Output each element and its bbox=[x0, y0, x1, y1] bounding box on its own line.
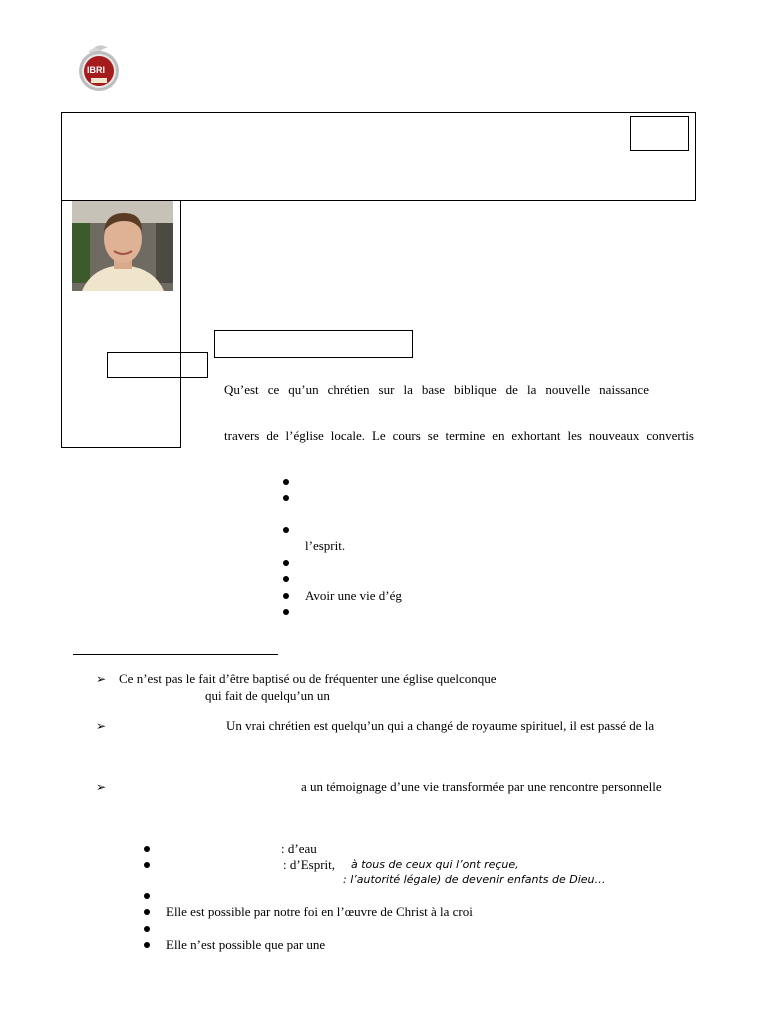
intro-line-1: Qu’est ce qu’un chrétien sur la base biblique de la nouvelle naissance bbox=[224, 382, 649, 397]
author-name-box bbox=[107, 352, 208, 378]
header-small-box bbox=[630, 116, 689, 151]
arrow-text-3: a un témoignage d’une vie transformée par une rencontre personnelle bbox=[301, 779, 662, 794]
bullet-quote: à tous de ceux qui l’ont reçue, bbox=[351, 858, 519, 871]
arrow-text-1: Ce n’est pas le fait d’être baptisé ou de fréquenter une église quelconque bbox=[119, 671, 497, 686]
bullet bbox=[283, 479, 289, 485]
arrow-text-2: Un vrai chrétien est quelqu’un qui a changé de royaume spirituel, il est passé de la bbox=[226, 718, 655, 733]
bullet bbox=[283, 593, 289, 599]
arrow-bullet-icon: ➢ bbox=[96, 672, 107, 686]
header-box bbox=[61, 112, 696, 201]
intro-line-2: travers de l’église locale. Le cours se termine en exhortant les nouveaux convertis bbox=[224, 428, 694, 443]
bullet bbox=[144, 846, 150, 852]
bullet-text: Elle n’est possible que par une bbox=[166, 937, 326, 952]
bullet bbox=[283, 527, 289, 533]
bullet-text: l’esprit. bbox=[305, 538, 346, 553]
bullet-quote-2: : l’autorité légale) de devenir enfants de Dieu… bbox=[343, 873, 606, 886]
bullet bbox=[283, 560, 289, 566]
logo-text: IBRI bbox=[87, 65, 105, 75]
bullet-text: Avoir une vie d’ég bbox=[305, 588, 402, 603]
bullet bbox=[144, 862, 150, 868]
arrow-text-1b: qui fait de quelqu’un un bbox=[205, 688, 330, 703]
bullet-text: Elle est possible par notre foi en l’œuvre de Christ à la croi bbox=[166, 904, 473, 919]
title-box bbox=[214, 330, 413, 358]
logo bbox=[74, 42, 124, 94]
bullet bbox=[283, 609, 289, 615]
bullet-text: : d’eau bbox=[281, 841, 317, 856]
arrow-bullet-icon: ➢ bbox=[96, 780, 107, 794]
bullet bbox=[283, 576, 289, 582]
bullet bbox=[283, 495, 289, 501]
bullet bbox=[144, 909, 150, 915]
arrow-bullet-icon: ➢ bbox=[96, 719, 107, 733]
bullet bbox=[144, 926, 150, 932]
bullet bbox=[144, 893, 150, 899]
bullet-text: : d’Esprit, bbox=[283, 857, 335, 872]
author-photo bbox=[72, 201, 173, 291]
section-rule bbox=[73, 654, 278, 655]
bullet bbox=[144, 942, 150, 948]
